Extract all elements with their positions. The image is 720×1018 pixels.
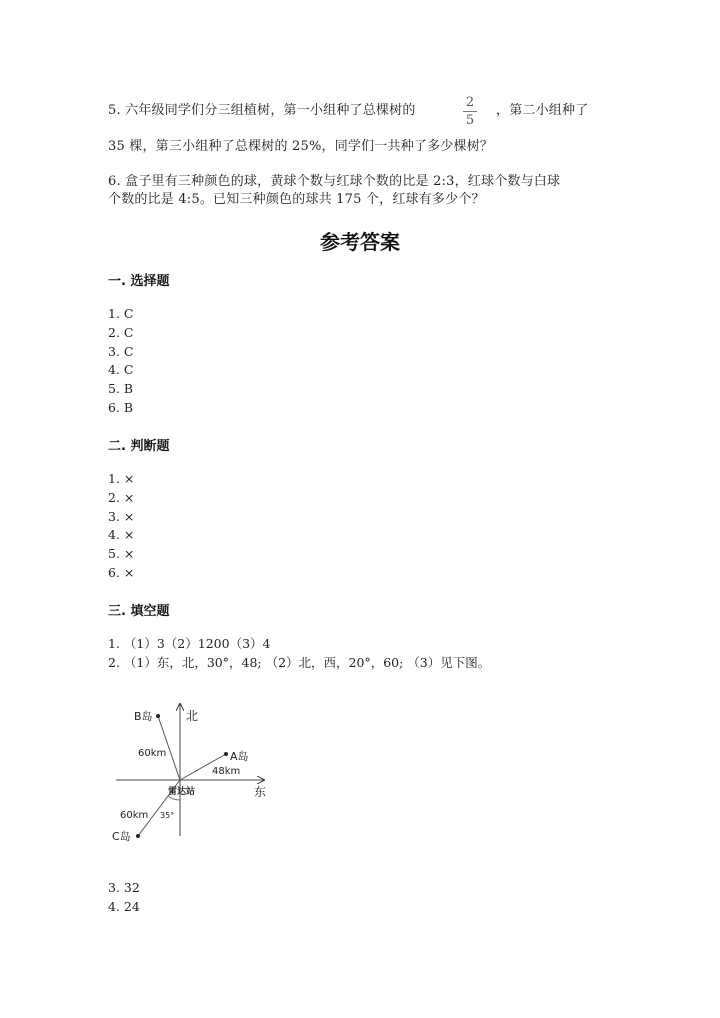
answer-item: 4. ×: [108, 527, 135, 543]
answer-item: 2. （1）东，北，30°，48; （2）北，西，20°，60; （3）见下图。: [108, 654, 491, 670]
section-fill-answers-tail: [108, 878, 140, 916]
a-point: [224, 752, 228, 756]
c-distance-label: 60km: [120, 810, 149, 821]
answer-item: 5. ×: [108, 546, 135, 562]
answer-item: 3. ×: [108, 508, 135, 524]
answer-title: 参考答案: [320, 230, 400, 254]
section-choice-answers: [108, 304, 133, 417]
answer-item: 4. 24: [108, 898, 140, 914]
answer-item: 2. C: [108, 324, 134, 340]
section-choice-title: 一. 选择题: [108, 274, 170, 289]
answer-item: 4. C: [108, 362, 134, 378]
answer-item: 5. B: [108, 381, 134, 397]
section-fill-answers: [108, 634, 490, 672]
q6-line1-text: 6. 盒子里有三种颜色的球，黄球个数与红球个数的比是 2:3，红球个数与白球: [108, 174, 561, 189]
station-label: 雷达站: [168, 787, 196, 797]
q5-line1-tail: ，第二小组种了: [496, 103, 589, 118]
east-label: 东: [254, 785, 267, 799]
c-angle-label: 35°: [160, 811, 175, 820]
a-distance-label: 48km: [212, 766, 241, 777]
fraction-numerator: 2: [465, 95, 475, 110]
section-judge-title: 二. 判断题: [108, 439, 170, 454]
c-point: [136, 834, 140, 838]
answer-item: 3. C: [108, 343, 134, 359]
radar-direction-diagram: [108, 696, 278, 856]
a-island-label: A岛: [230, 750, 249, 763]
fraction-denominator: 5: [465, 113, 475, 128]
q5-fraction: [463, 95, 477, 128]
north-label: 北: [186, 709, 199, 723]
answer-item: 6. ×: [108, 564, 135, 580]
answer-item: 2. ×: [108, 489, 135, 505]
section-fill-title: 三. 填空题: [108, 604, 170, 619]
q5-line2-text: 35 棵，第三小组种了总棵树的 25%，同学们一共种了多少棵树？: [108, 139, 494, 154]
b-island-label: B岛: [134, 710, 153, 723]
answer-item: 1. ×: [108, 471, 135, 486]
q5-line1-text: 5. 六年级同学们分三组植树，第一小组种了总棵树的: [108, 103, 416, 118]
fraction-bar: [463, 111, 477, 112]
b-point: [156, 714, 160, 718]
answer-item: 1. （1）3（2）1200（3）4: [108, 636, 271, 651]
c-island-label: C岛: [112, 830, 131, 843]
answer-item: 6. B: [108, 399, 134, 415]
answer-item: 3. 32: [108, 880, 140, 895]
q6-line2-text: 个数的比是 4:5。已知三种颜色的球共 175 个，红球有多少个？: [108, 192, 485, 207]
section-judge-answers: [108, 469, 134, 582]
b-distance-label: 60km: [138, 748, 167, 759]
answer-item: 1. C: [108, 306, 134, 321]
